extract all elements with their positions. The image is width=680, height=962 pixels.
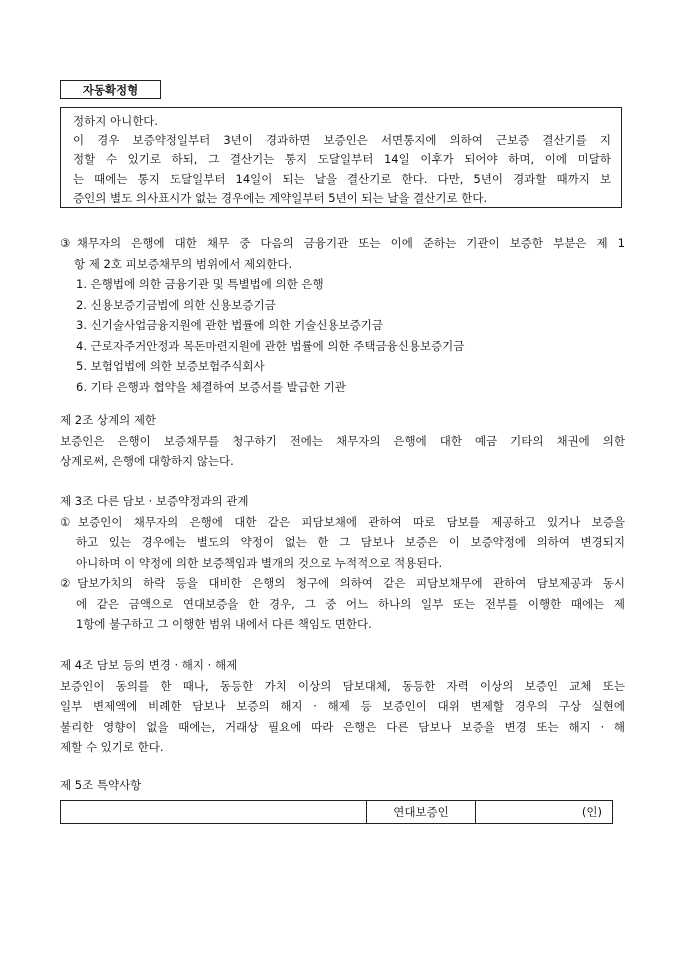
special-terms-field[interactable] [61,801,367,824]
paragraph-line: 항 제 2호 피보증채무의 범위에서 제외한다. [74,256,293,271]
article-line: 아니하며 이 약정에 의한 보증책임과 별개의 것으로 누적적으로 적용된다. [76,555,443,570]
type-tag: 자동확정형 [60,80,161,99]
article-title: 제 5조 특약사항 [60,778,142,792]
list-item: 3. 신기술사업금융지원에 관한 법률에 의한 기술신용보증기금 [76,318,383,332]
list-item: 4. 근로자주거안정과 목돈마련지원에 관한 법률에 의한 주택금융신용보증기금 [76,338,465,353]
article-line: 하고 있는 경우에는 별도의 약정이 없는 한 그 담보나 보증은 이 보증약정에 의하여 변경되지 [76,535,625,549]
article-title: 제 3조 다른 담보 · 보증약정과의 관계 [60,494,249,508]
article-3 [60,491,625,635]
article-line: 보증인이 동의를 한 때나, 동등한 가치 이상의 담보대체, 동등한 자력 이상의 보증인 교체 또는 [60,678,625,693]
article-4 [60,655,625,758]
table-row [61,801,613,824]
paragraph-line: ③채무자의 은행에 대한 채무 중 다음의 금융기관 또는 이에 준하는 기관이 보증한 부분은 제 1 [60,236,625,250]
article-line: ①보증인이 채무자의 은행에 대한 같은 피담보채에 관하여 따로 담보를 제공하고 있거나 보증을 [60,514,625,529]
special-terms-table [60,800,613,824]
auto-confirm-box [60,107,622,208]
list-item: 5. 보험업법에 의한 보증보험주식회사 [76,359,265,373]
list-item: 2. 신용보증기금법에 의한 신용보증기금 [76,297,276,312]
article-title: 제 2조 상계의 제한 [60,413,157,427]
auto-box-line: 정할 수 있기로 하되, 그 결산기는 통지 도달일부터 14일 이후가 되어야 하며, 이에 미달하 [73,152,611,167]
article-line: 에 같은 금액으로 연대보증을 한 경우, 그 중 어느 하나의 일부 또는 전부를 이행한 때에는 제 [76,596,625,611]
seal-mark: (인) [476,801,613,824]
list-item: 1. 은행법에 의한 금융기관 및 특별법에 의한 은행 [76,277,324,291]
auto-box-line: 이 경우 보증약정일부터 3년이 경과하면 보증인은 서면통지에 의하여 근보증 결산기를 지 [73,133,611,148]
guarantor-label: 연대보증인 [367,801,476,824]
article-line: 보증인은 은행이 보증채무를 청구하기 전에는 채무자의 은행에 대한 예금 기타의 채권에 의한 [60,433,625,448]
article-2 [60,410,625,472]
article-line: ②담보가치의 하락 등을 대비한 은행의 청구에 의하여 같은 피담보채무에 관하여 담보제공과 동시 [60,576,625,590]
auto-box-line: 증인의 별도 의사표시가 없는 경우에는 계약일부터 5년이 되는 날을 결산기로 한다. [73,190,488,205]
paragraph-3 [60,233,625,397]
auto-box-line: 는 때에는 통지 도달일부터 14일이 되는 날을 결산기로 한다. 다만, 5년이 경과할 때까지 보 [73,171,611,186]
article-line: 제할 수 있기로 한다. [60,740,164,754]
article-5 [60,775,625,796]
article-line: 일부 변제액에 비례한 담보나 보증의 해지 · 해제 등 보증인이 대위 변제할 경우의 구상 실현에 [60,699,625,713]
article-line: 불리한 영향이 없을 때에는, 거래상 필요에 따라 은행은 다른 담보나 보증을 변경 또는 해지 · 해 [60,719,625,734]
article-line: 상계로써, 은행에 대항하지 않는다. [60,454,234,468]
article-line: 1항에 불구하고 그 이행한 범위 내에서 다른 책임도 면한다. [76,617,372,631]
auto-box-line: 정하지 아니한다. [73,114,159,128]
list-item: 6. 기타 은행과 협약을 체결하여 보증서를 발급한 기관 [76,379,346,394]
article-title: 제 4조 담보 등의 변경 · 해지 · 해제 [60,658,238,672]
